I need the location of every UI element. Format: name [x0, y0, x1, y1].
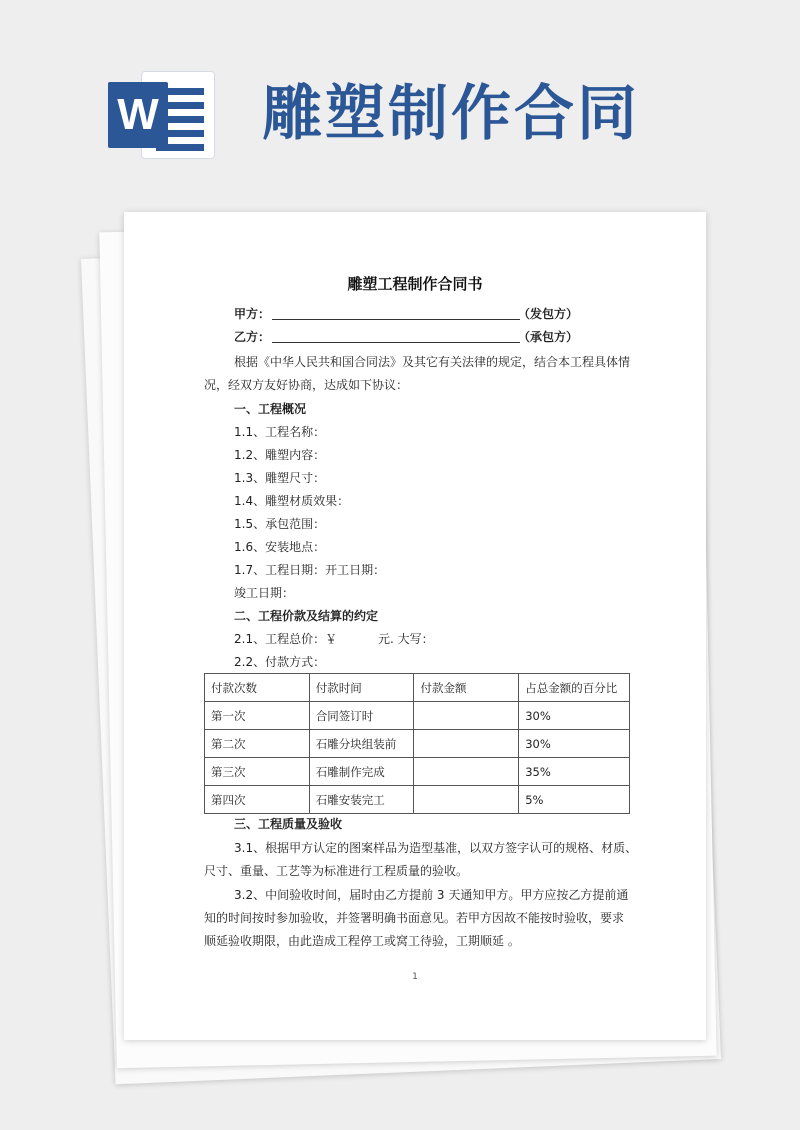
- paragraph-text: 知的时间按时参加验收，并签署明确书面意见。若甲方因故不能按时验收，要求: [204, 911, 625, 925]
- banner-title: 雕塑制作合同: [262, 79, 640, 149]
- section-heading: 二、工程价款及结算的约定: [234, 609, 379, 623]
- table-cell: 30%: [519, 702, 630, 730]
- table-row: [205, 758, 630, 786]
- party-a-blank: [272, 319, 520, 320]
- word-document-icon: [108, 72, 214, 158]
- word-logo-badge: W: [108, 82, 168, 148]
- table-cell: 石雕制作完成: [309, 758, 414, 786]
- table-header-cell: 占总金额的百分比: [519, 674, 630, 702]
- table-cell: 石雕分块组装前: [309, 730, 414, 758]
- total-price-label: 2.1、工程总价：￥: [234, 632, 338, 646]
- page-number: 1: [412, 972, 418, 982]
- paragraph-text: 3.1、根据甲方认定的图案样品为造型基准，以双方签字认可的规格、材质、: [234, 841, 638, 855]
- table-row: [205, 730, 630, 758]
- list-item: 竣工日期：: [234, 586, 295, 600]
- section-heading: 一、工程概况: [234, 402, 307, 416]
- list-item: 1.7、工程日期：开工日期：: [234, 563, 386, 577]
- table-cell: 5%: [519, 786, 630, 814]
- table-cell: [414, 786, 519, 814]
- total-price-suffix: 元. 大写：: [378, 632, 434, 646]
- list-item: 1.2、雕塑内容：: [234, 448, 326, 462]
- paragraph-text: 顺延验收期限，由此造成工程停工或窝工待验，工期顺延 。: [204, 934, 520, 948]
- table-cell: [414, 730, 519, 758]
- party-a-role: （发包方）: [518, 307, 579, 321]
- list-item: 1.5、承包范围：: [234, 517, 326, 531]
- table-header-cell: 付款次数: [205, 674, 310, 702]
- table-cell: 30%: [519, 730, 630, 758]
- intro-text: 况，经双方友好协商，达成如下协议：: [204, 378, 409, 392]
- table-header-cell: 付款时间: [309, 674, 414, 702]
- party-b-role: （承包方）: [518, 330, 579, 344]
- table-cell: [414, 702, 519, 730]
- list-item: 1.1、工程名称：: [234, 425, 326, 439]
- paragraph-text: 3.2、中间验收时间，届时由乙方提前 3 天通知甲方。甲方应按乙方提前通: [234, 888, 629, 902]
- table-header-cell: 付款金额: [414, 674, 519, 702]
- table-header-row: [205, 674, 630, 702]
- payment-method: 2.2、付款方式：: [234, 655, 326, 669]
- table-cell: 第三次: [205, 758, 310, 786]
- table-cell: [414, 758, 519, 786]
- table-cell: 合同签订时: [309, 702, 414, 730]
- table-cell: 35%: [519, 758, 630, 786]
- list-item: 1.6、安装地点：: [234, 540, 326, 554]
- party-a-label: 甲方：: [234, 307, 271, 321]
- document-page: [124, 212, 706, 1040]
- list-item: 1.4、雕塑材质效果：: [234, 494, 350, 508]
- table-cell: 第一次: [205, 702, 310, 730]
- party-b-blank: [272, 342, 520, 343]
- table-row: [205, 786, 630, 814]
- list-item: 1.3、雕塑尺寸：: [234, 471, 326, 485]
- document-title: 雕塑工程制作合同书: [347, 275, 483, 293]
- table-cell: 第四次: [205, 786, 310, 814]
- table-cell: 第二次: [205, 730, 310, 758]
- section-heading: 三、工程质量及验收: [234, 817, 343, 831]
- intro-text: 根据《中华人民共和国合同法》及其它有关法律的规定，结合本工程具体情: [234, 355, 631, 369]
- table-row: [205, 702, 630, 730]
- paragraph-text: 尺寸、重量、工艺等为标准进行工程质量的验收。: [204, 864, 469, 878]
- payment-table: [204, 673, 630, 814]
- party-b-label: 乙方：: [234, 330, 271, 344]
- table-cell: 石雕安装完工: [309, 786, 414, 814]
